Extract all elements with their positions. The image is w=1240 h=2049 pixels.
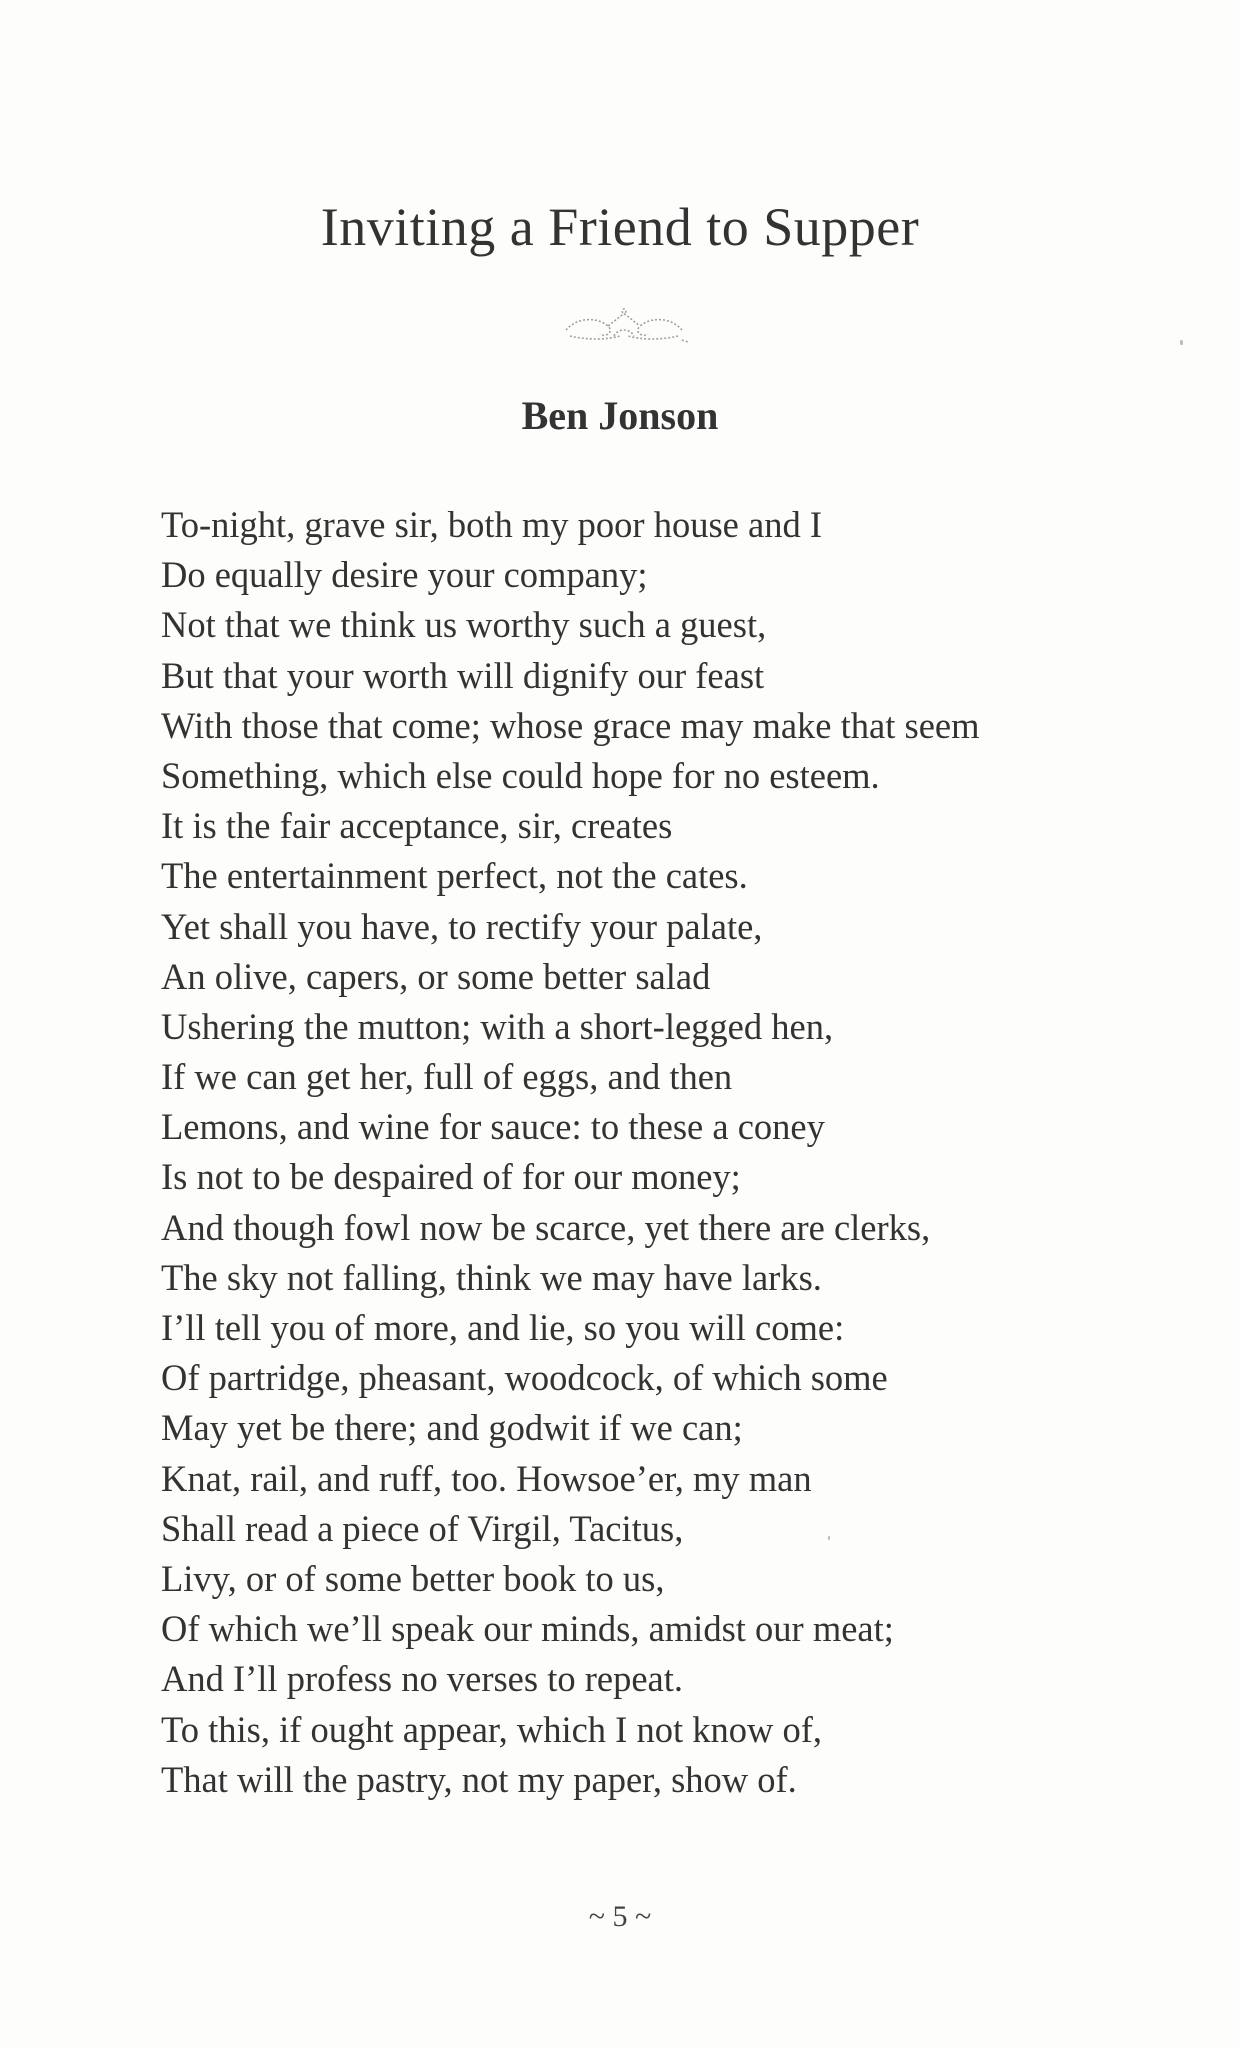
- poem-line: That will the pastry, not my paper, show of.: [161, 1758, 797, 1800]
- poem-line: The entertainment perfect, not the cates.: [161, 855, 748, 897]
- poem-line: To-night, grave sir, both my poor house and I: [161, 504, 822, 545]
- poem-line: Of which we’ll speak our minds, amidst our meat;: [161, 1608, 894, 1650]
- poem-line: With those that come; whose grace may make that seem: [161, 704, 980, 746]
- poem-line: Knat, rail, and ruff, too. Howsoe’er, my man: [161, 1457, 812, 1499]
- paper-speck: [828, 1536, 830, 1540]
- poem-line: Is not to be despaired of for our money;: [161, 1156, 741, 1198]
- poem-line: Of partridge, pheasant, woodcock, of which some: [161, 1357, 888, 1399]
- poem-line: Something, which else could hope for no esteem.: [161, 754, 880, 796]
- poem-line: Not that we think us worthy such a guest,: [161, 604, 767, 646]
- poem-line: If we can get her, full of eggs, and then: [161, 1056, 733, 1098]
- poem-line: And I’ll profess no verses to repeat.: [161, 1658, 683, 1700]
- poem-line: The sky not falling, think we may have larks.: [161, 1256, 822, 1298]
- page-number: ~ 5 ~: [588, 1900, 652, 1933]
- poem-line: And though fowl now be scarce, yet there are clerks,: [161, 1206, 931, 1248]
- poem-line: But that your worth will dignify our feast: [161, 654, 765, 696]
- poem-line: Shall read a piece of Virgil, Tacitus,: [161, 1507, 684, 1549]
- poem-body: [161, 500, 1161, 1805]
- poem-line: To this, if ought appear, which I not know of,: [161, 1708, 822, 1750]
- poem-line: Livy, or of some better book to us,: [161, 1557, 665, 1599]
- poem-line: Ushering the mutton; with a short-legged hen,: [161, 1005, 834, 1047]
- flourish-ornament-icon: [556, 306, 692, 348]
- poem-line: Do equally desire your company;: [161, 554, 648, 596]
- poem-line: Lemons, and wine for sauce: to these a coney: [161, 1106, 825, 1148]
- poem-line: Yet shall you have, to rectify your palate,: [161, 905, 763, 947]
- poem-author: Ben Jonson: [521, 393, 719, 438]
- poem-line: It is the fair acceptance, sir, creates: [161, 805, 673, 847]
- poem-line: An olive, capers, or some better salad: [161, 955, 711, 997]
- paper-speck: [1180, 340, 1183, 345]
- poem-line: I’ll tell you of more, and lie, so you will come:: [161, 1307, 845, 1348]
- poem-line: May yet be there; and godwit if we can;: [161, 1407, 743, 1449]
- poem-title: Inviting a Friend to Supper: [320, 197, 920, 257]
